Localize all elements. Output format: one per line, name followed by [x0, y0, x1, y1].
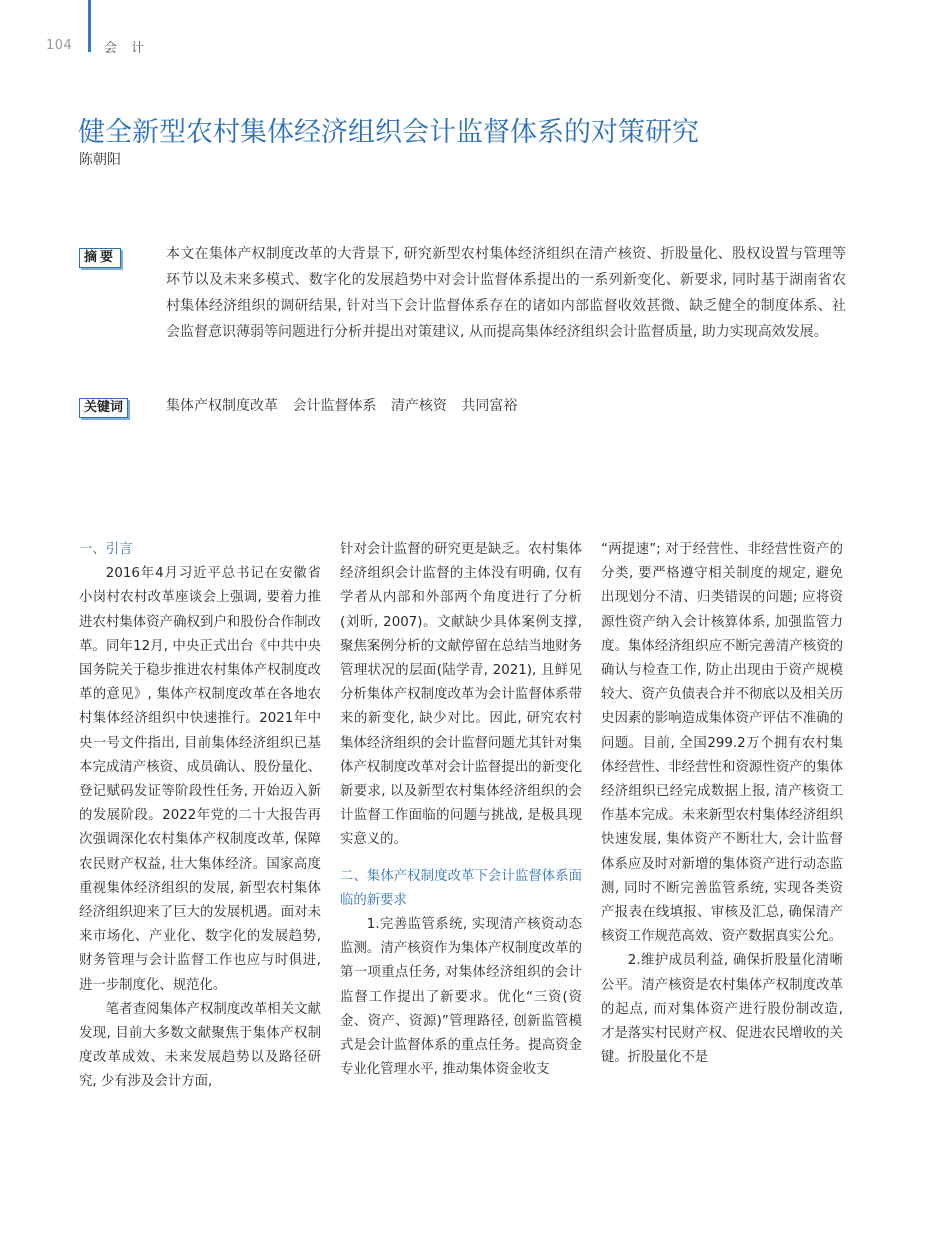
- paragraph: “两提速”; 对于经营性、非经营性资产的分类, 要严格遵守相关制度的规定, 避免出现划分不清、归类错误的问题; 应将资源性资产纳入会计核算体系, 加强监管力度。集体经济组织应不断完善清产核资的确认与检查工作, 防止出现由于资产规模较大、资产负债表合并不彻底以及相关历史因素的影响造成集体资产评估不准确的问题。目前, 全国299.2万个拥有农村集体经营性、非经营性和资源性资产的集体经济组织已经完成数据上报, 清产核资工作基本完成。未来新型农村集体经济组织快速发展, 集体资产不断壮大, 会计监督体系应及时对新增的集体资产进行动态监测, 同时不断完善监管系统, 实现各类资产报表在线填报、审核及汇总, 确保清产核资工作规范高效、资产数据真实公允。: [601, 542, 843, 945]
- section-name: 会 计: [104, 41, 150, 56]
- paragraph: 2016年4月习近平总书记在安徽省小岗村农村改革座谈会上强调, 要着力推进农村集体资产确权到户和股份合作制改革。同年12月, 中央正式出台《中共中央国务院关于稳步推进农村集体产权制度改革的意见》, 集体产权制度改革在各地农村集体经济组织中快速推行。2021年中央一号文件指出, 目前集体经济组织已基本完成清产核资、成员确认、股份量化、登记赋码发证等阶段性任务, 开始迈入新的发展阶段。2022年党的二十大报告再次强调深化农村集体产权制度改革, 保障农民财产权益, 壮大集体经济。国家高度重视集体经济组织的发展, 新型农村集体经济组织迎来了巨大的发展机遇。面对未来市场化、产业化、数字化的发展趋势, 财务管理与会计监督工作也应与时俱进, 进一步制度化、规范化。: [79, 566, 321, 993]
- article-title: 健全新型农村集体经济组织会计监督体系的对策研究: [78, 117, 699, 148]
- keyword: 集体产权制度改革: [166, 398, 278, 414]
- body-column-1: [79, 538, 321, 1095]
- keyword: 共同富裕: [461, 398, 518, 414]
- page-number: 104: [46, 38, 73, 53]
- abstract-label: 摘要: [79, 248, 121, 268]
- header-rule: [88, 0, 91, 52]
- keywords-label: 关键词: [79, 398, 128, 418]
- author: 陈朝阳: [79, 152, 121, 168]
- body-column-3: [601, 538, 843, 1070]
- section-heading-new-requirements: 二、集体产权制度改革下会计监督体系面临的新要求: [340, 868, 582, 908]
- paragraph: 针对会计监督的研究更是缺乏。农村集体经济组织会计监督的主体没有明确, 仅有学者从内部和外部两个角度进行了分析(刘昕, 2007)。文献缺少具体案例支撑, 聚焦案例分析的文献停留在总结当地财务管理状况的层面(陆学青, 2021), 且鲜见分析集体产权制度改革为会计监督体系带来的新变化, 缺少对比。因此, 研究农村集体经济组织的会计监督问题尤其针对集体产权制度改革对会计监督提出的新变化新要求, 以及新型农村集体经济组织的会计监督工作面临的问题与挑战, 是极具现实意义的。: [340, 542, 582, 848]
- keyword: 清产核资: [390, 398, 447, 414]
- body-column-2: [340, 538, 582, 1082]
- section-heading-introduction: 一、引言: [79, 542, 133, 557]
- keyword: 会计监督体系: [292, 398, 377, 414]
- paragraph: 笔者查阅集体产权制度改革相关文献发现, 目前大多数文献聚焦于集体产权制度改革成效、未来发展趋势以及路径研究, 少有涉及会计方面,: [79, 1001, 321, 1090]
- abstract-text: 本文在集体产权制度改革的大背景下, 研究新型农村集体经济组织在清产核资、折股量化、股权设置与管理等环节以及未来多模式、数字化的发展趋势中对会计监督体系提出的一系列新变化、新要求, 同时基于湖南省农村集体经济组织的调研结果, 针对当下会计监督体系存在的诸如内部监督收效甚微、缺乏健全的制度体系、社会监督意识薄弱等问题进行分析并提出对策建议, 从而提高集体经济组织会计监督质量, 助力实现高效发展。: [166, 246, 846, 340]
- keywords-list: [166, 395, 527, 415]
- paragraph: 1.完善监管系统, 实现清产核资动态监测。清产核资作为集体产权制度改革的第一项重点任务, 对集体经济组织的会计监督工作提出了新要求。优化“三资(资金、资产、资源)”管理路径, 创新监管模式是会计监督体系的重点任务。提高资金专业化管理水平, 推动集体资金收支: [340, 917, 582, 1078]
- paragraph: 2.维护成员利益, 确保折股量化清晰公平。清产核资是农村集体产权制度改革的起点, 而对集体资产进行股份制改造, 才是落实村民财产权、促进农民增收的关键。折股量化不是: [601, 953, 843, 1066]
